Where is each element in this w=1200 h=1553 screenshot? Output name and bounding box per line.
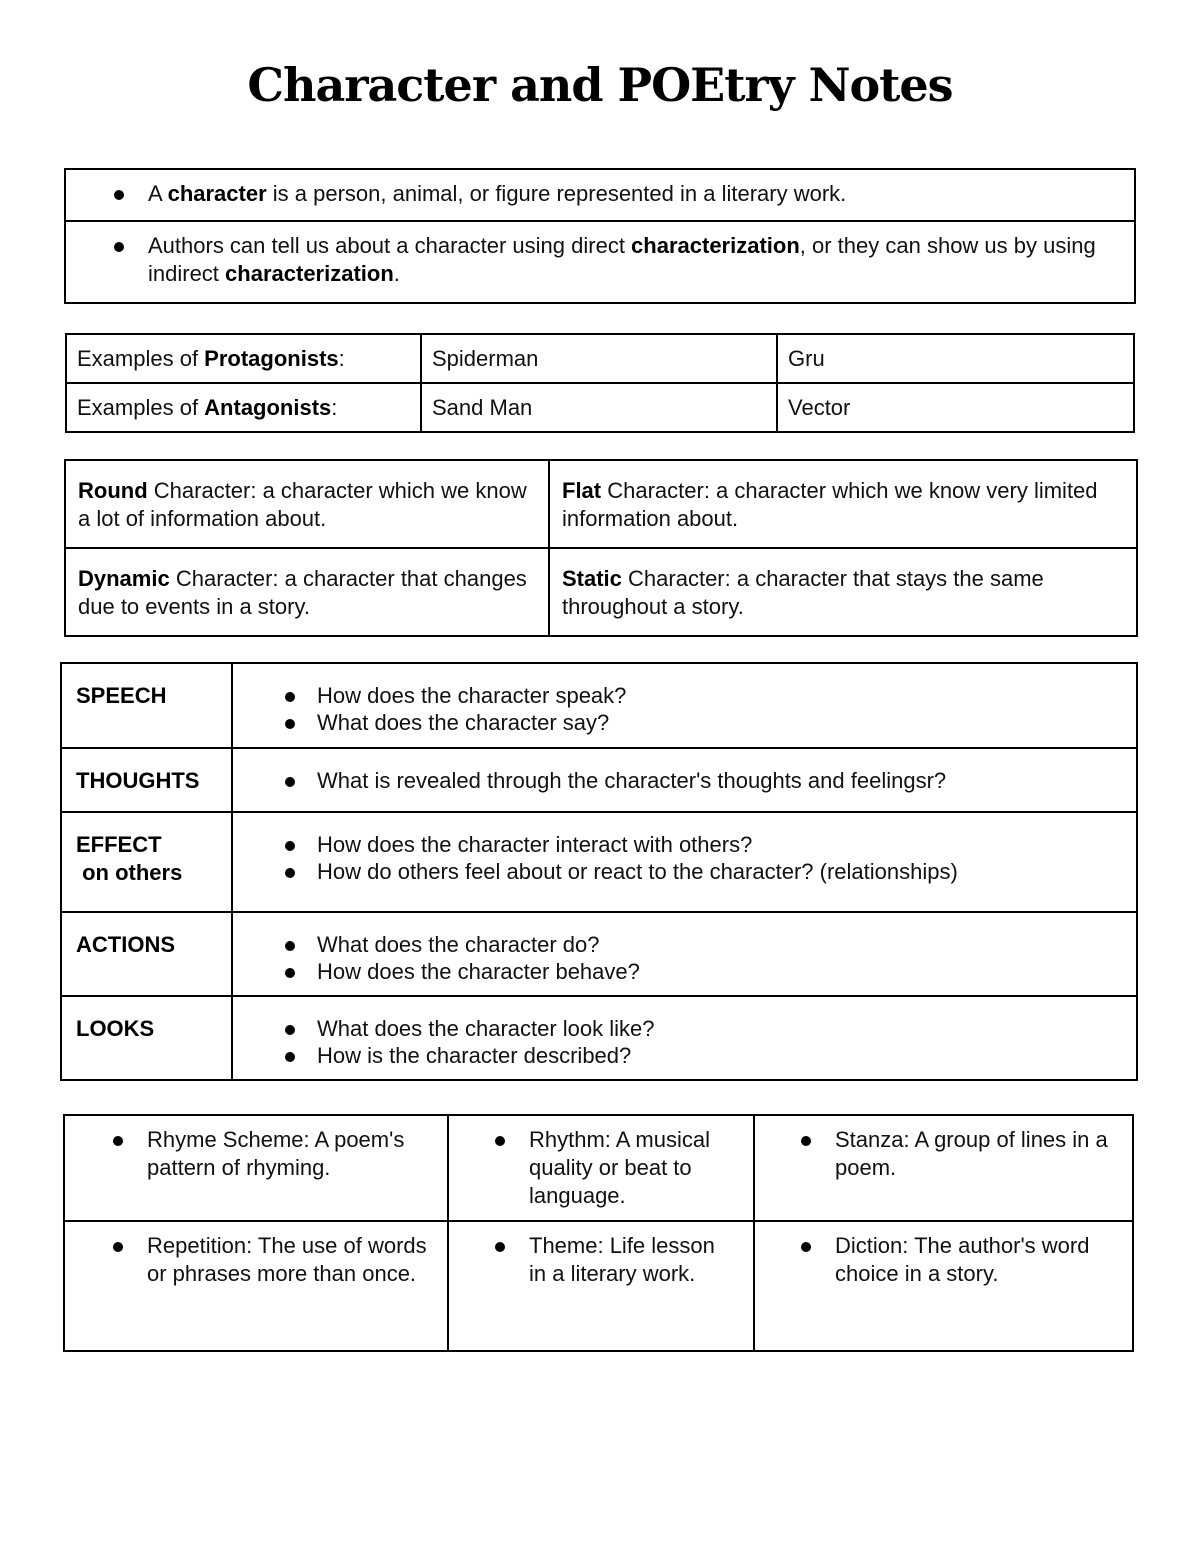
list-item: What does the character do?	[233, 931, 1124, 958]
term-character: character	[167, 181, 267, 206]
table-row	[66, 334, 1134, 383]
table-row	[66, 383, 1134, 432]
antagonist-example: Vector	[777, 383, 1134, 432]
character-types-table	[64, 459, 1138, 637]
list-item	[66, 232, 1104, 288]
text: EFFECT	[76, 832, 162, 857]
list-item: What does the character say?	[233, 709, 1124, 736]
table-row	[61, 912, 1137, 996]
text: Examples of	[77, 395, 205, 420]
thoughts-questions	[232, 748, 1137, 812]
list-item: Stanza: A group of lines in a poem.	[755, 1126, 1116, 1182]
list-item: Theme: Life lesson in a literary work.	[449, 1232, 737, 1288]
term-antagonists: Antagonists	[204, 395, 332, 420]
diction-cell	[754, 1221, 1133, 1351]
term-characterization: characterization	[631, 233, 800, 258]
term-flat: Flat	[562, 478, 602, 503]
definition: Character: a character that changes due to events in a story.	[78, 566, 527, 619]
thoughts-label: THOUGHTS	[61, 748, 232, 812]
table-row	[61, 996, 1137, 1080]
actions-label: ACTIONS	[61, 912, 232, 996]
text: on others	[76, 860, 183, 885]
intro-row-characterization	[65, 221, 1135, 303]
term-characterization: characterization	[225, 261, 394, 286]
actions-questions	[232, 912, 1137, 996]
antagonist-example: Sand Man	[421, 383, 777, 432]
intro-row-character	[65, 169, 1135, 221]
protagonist-example: Gru	[777, 334, 1134, 383]
effect-questions	[232, 812, 1137, 912]
table-row	[65, 460, 1137, 548]
term-dynamic: Dynamic	[78, 566, 170, 591]
round-character	[65, 460, 549, 548]
speech-questions	[232, 663, 1137, 748]
rhyme-scheme-cell	[64, 1115, 448, 1221]
list-item: How is the character described?	[233, 1042, 1124, 1069]
protagonists-label	[66, 334, 421, 383]
protagonist-example: Spiderman	[421, 334, 777, 383]
looks-questions	[232, 996, 1137, 1080]
looks-label: LOOKS	[61, 996, 232, 1080]
table-row	[64, 1115, 1133, 1221]
page-title: Character and POEtry Notes	[247, 58, 953, 112]
text: :	[338, 346, 345, 371]
list-item: Repetition: The use of words or phrases more than once.	[65, 1232, 431, 1288]
static-character	[549, 548, 1137, 636]
examples-table	[65, 333, 1135, 433]
text: is a person, animal, or figure represented in a literary work.	[266, 181, 847, 206]
text: , or they can show us by using indirect	[148, 233, 1096, 286]
list-item: How does the character behave?	[233, 958, 1124, 985]
effect-label	[61, 812, 232, 912]
table-row	[64, 1221, 1133, 1351]
text: Examples of	[77, 346, 205, 371]
term-protagonists: Protagonists	[204, 346, 339, 371]
flat-character	[549, 460, 1137, 548]
dynamic-character	[65, 548, 549, 636]
antagonists-label	[66, 383, 421, 432]
repetition-cell	[64, 1221, 448, 1351]
term-round: Round	[78, 478, 148, 503]
intro-table	[64, 168, 1136, 304]
list-item: What is revealed through the character's thoughts and feelingsr?	[233, 767, 1124, 794]
steal-table	[60, 662, 1138, 1081]
text: A	[148, 181, 168, 206]
list-item: How does the character interact with others?	[233, 831, 1124, 858]
list-item: Rhythm: A musical quality or beat to language.	[449, 1126, 737, 1210]
table-row	[61, 748, 1137, 812]
list-item	[66, 180, 1104, 208]
text: :	[331, 395, 338, 420]
list-item: What does the character look like?	[233, 1015, 1124, 1042]
speech-label: SPEECH	[61, 663, 232, 748]
list-item: Diction: The author's word choice in a story.	[755, 1232, 1116, 1288]
table-row	[65, 548, 1137, 636]
table-row	[61, 812, 1137, 912]
theme-cell	[448, 1221, 754, 1351]
list-item: How do others feel about or react to the character? (relationships)	[233, 858, 1124, 885]
stanza-cell	[754, 1115, 1133, 1221]
text: Authors can tell us about a character using direct	[148, 233, 632, 258]
poetry-table	[63, 1114, 1134, 1352]
list-item: How does the character speak?	[233, 682, 1124, 709]
table-row	[61, 663, 1137, 748]
list-item: Rhyme Scheme: A poem's pattern of rhyming.	[65, 1126, 431, 1182]
definition: Character: a character that stays the same throughout a story.	[562, 566, 1044, 619]
rhythm-cell	[448, 1115, 754, 1221]
term-static: Static	[562, 566, 622, 591]
definition: Character: a character which we know very limited information about.	[562, 478, 1098, 531]
text: .	[393, 261, 400, 286]
definition: Character: a character which we know a lot of information about.	[78, 478, 527, 531]
